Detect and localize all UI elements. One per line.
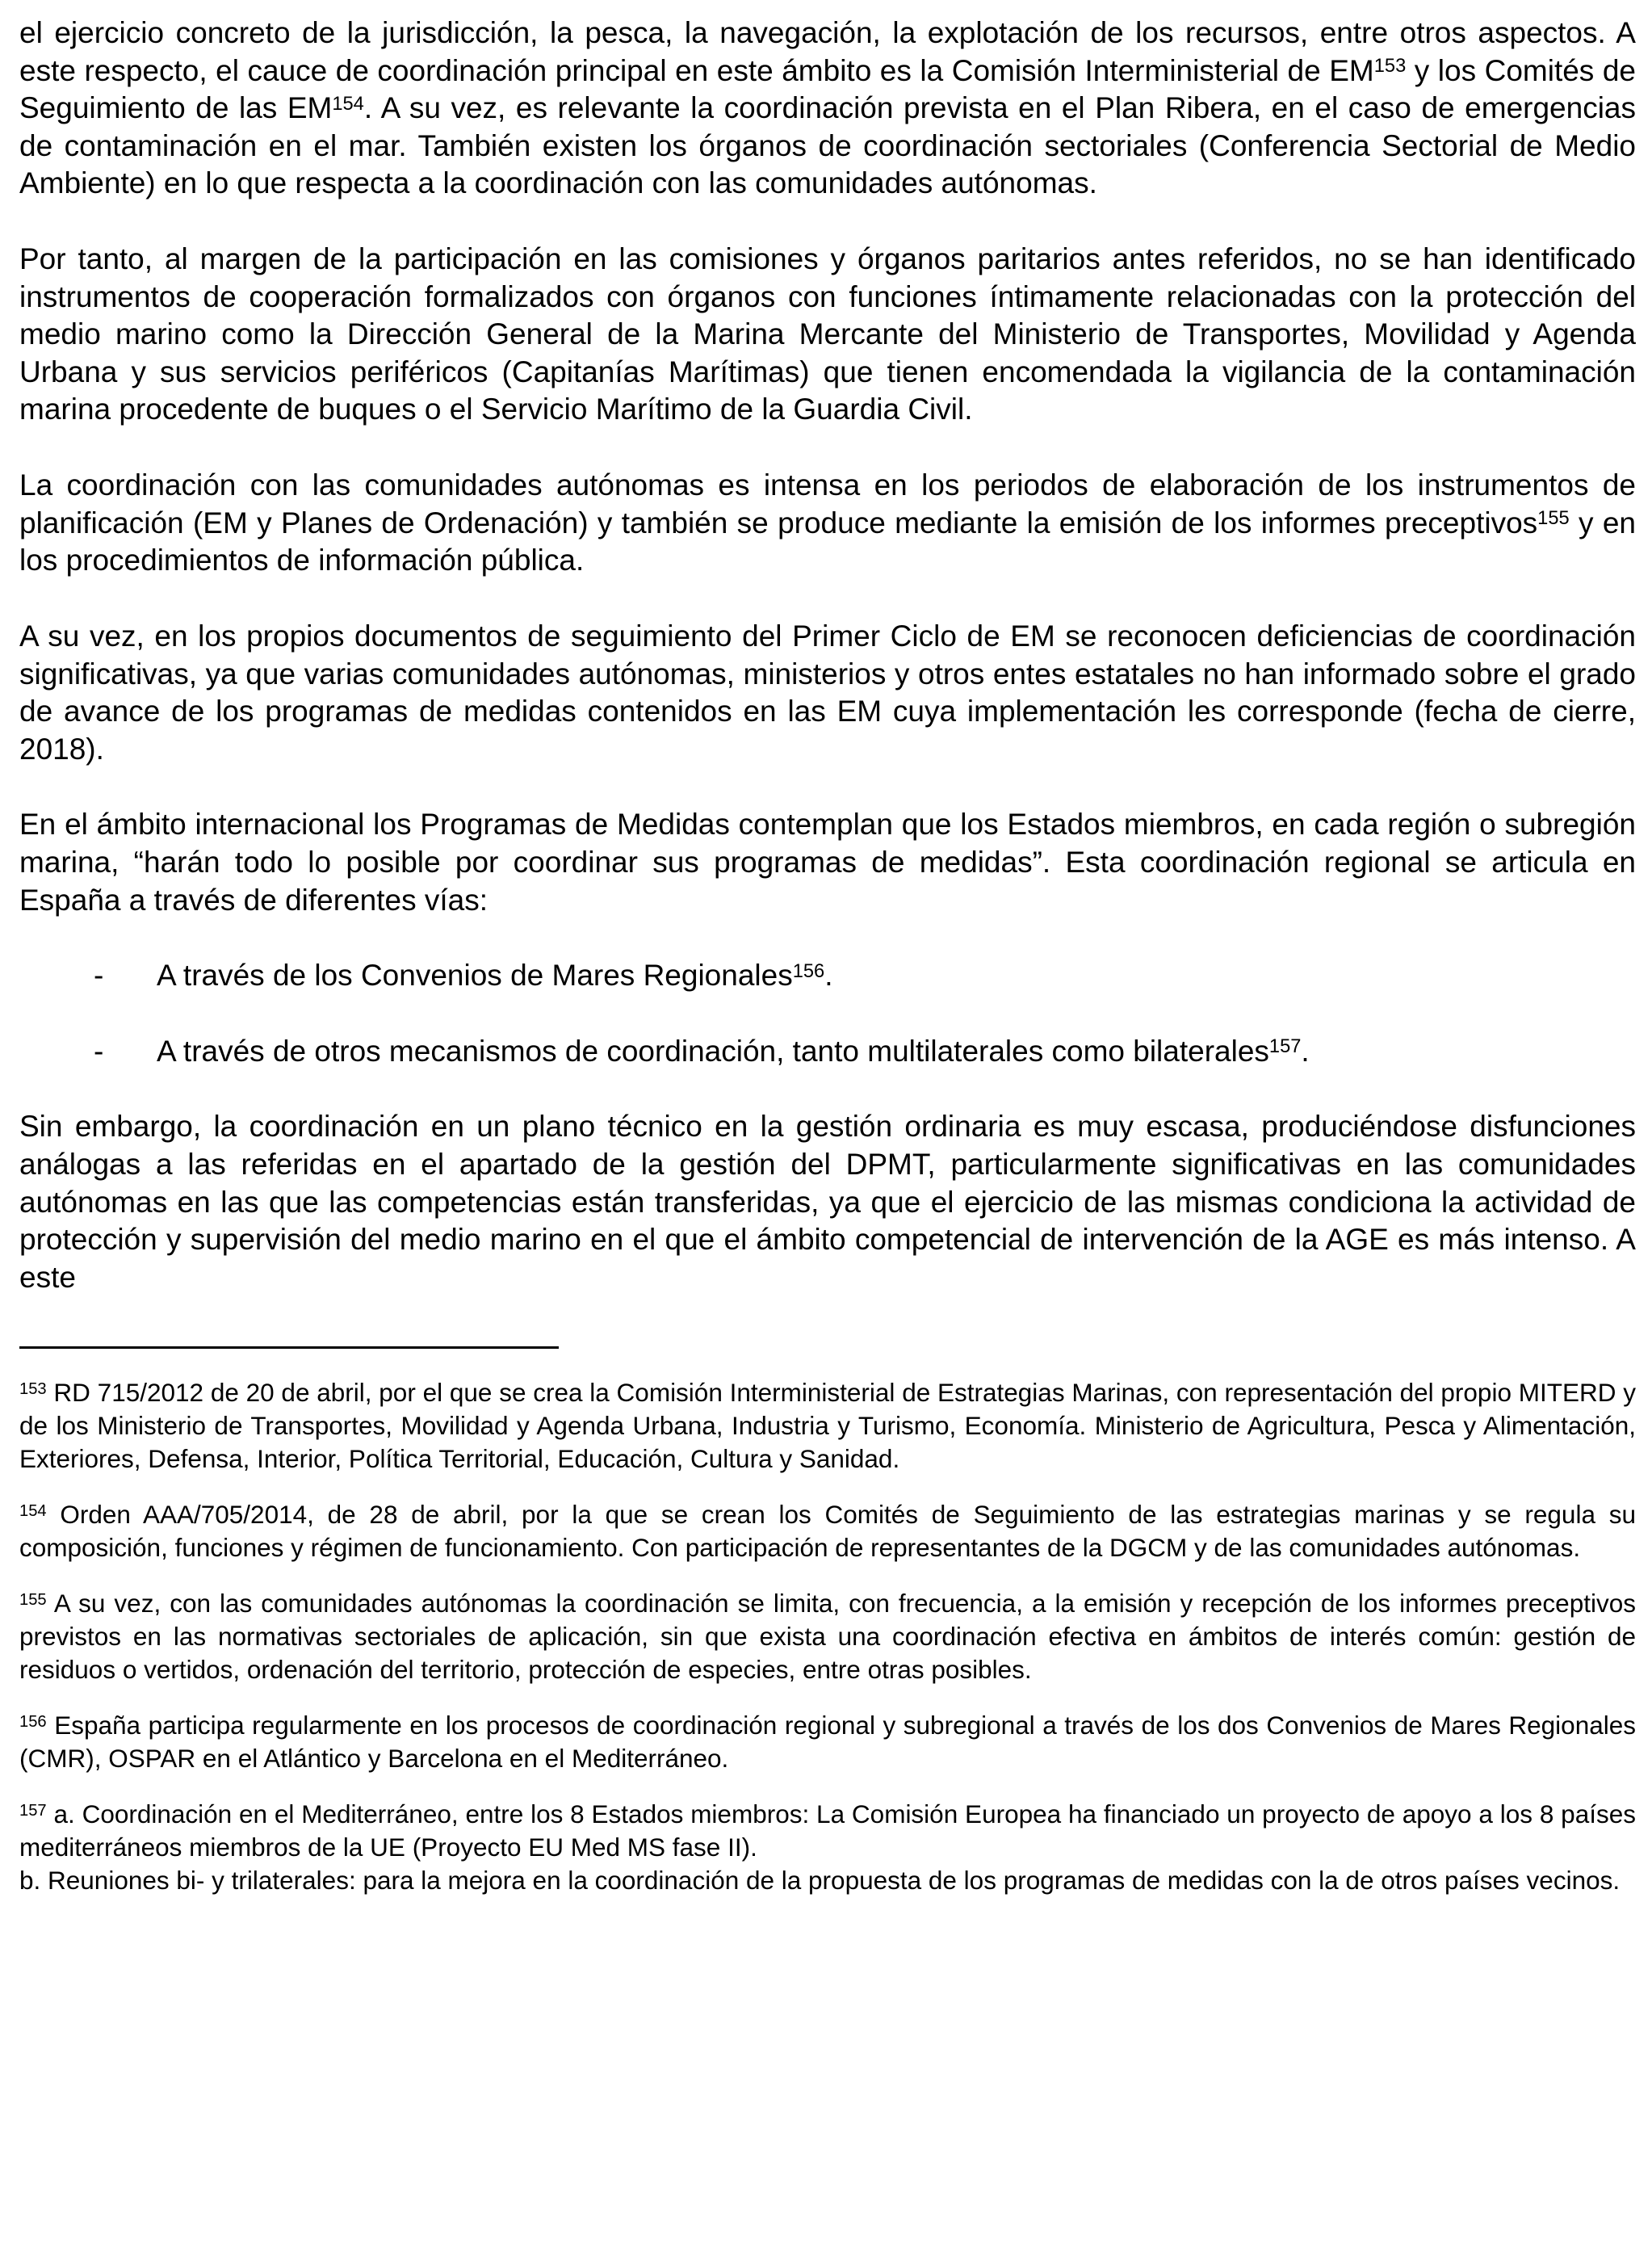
footnote-number: 154 [19,1502,47,1521]
bullet-marker: - [94,959,104,993]
paragraph: el ejercicio concreto de la jurisdicción, la pesca, la navegación, la explotación de los recursos, entre otros aspectos. A este respecto, el cauce de coordinación principal en este ámbito es la Comisión Interministerial de EM$^{153}$ y los Comités de Seguimiento de las EM$^{154}$. A su vez, es relevante la coordinación prevista en el Plan Ribera, en el caso de emergencias de contaminación en el mar. También existen los órganos de coordinación sectoriales (Conferencia Sectorial de Medio Ambiente) en lo que respecta a la coordinación con las comunidades autónomas. [19,16,1636,200]
paragraph: La coordinación con las comunidades autónomas es intensa en los periodos de elaboración de los instrumentos de planificación (EM y Planes de Ordenación) y también se produce mediante la emisión de los informes preceptivos$^{155}$ y en los procedimientos de información pública. [19,468,1636,577]
footnote-list [19,1376,1636,1896]
footnote-ref-155: 155 [1537,508,1570,530]
footnote-paragraph: $^{153}$ RD 715/2012 de 20 de abril, por el que se crea la Comisión Interministerial de Estrategias Marinas, con representación del propio MITERD y de los Ministerio de Transportes, Movilidad y Agenda Urbana, Industria y Turismo, Economía. Ministerio de Agricultura, Pesca y Alimentación, Exteriores, Defensa, Interior, Política Territorial, Educación, Cultura y Sanidad. [19,1378,1636,1474]
footnotes-section [19,1346,1636,1896]
footnote-paragraph: $^{155}$ A su vez, con las comunidades autónomas la coordinación se limita, con frecuencia, a la emisión y recepción de los informes preceptivos previstos en las normativas sectoriales de aplicación, sin que exista una coordinación efectiva en ámbitos de interés común: gestión de residuos o vertidos, ordenación del territorio, protección de especies, entre otras posibles. [19,1589,1636,1685]
footnote-paragraph: $^{156}$ España participa regularmente en los procesos de coordinación regional y subregional a través de los dos Convenios de Mares Regionales (CMR), OSPAR en el Atlántico y Barcelona en el Mediterráneo. [19,1710,1636,1773]
footnote-separator [19,1346,559,1349]
footnote-ref-153: 153 [1373,55,1407,77]
body-content [19,15,1636,1296]
footnote [19,1376,1636,1476]
bullet-item [19,957,1636,995]
bullet-marker: - [94,1034,104,1068]
footnote-paragraph: $^{154}$ Orden AAA/705/2014, de 28 de abril, por la que se crean los Comités de Seguimiento de las estrategias marinas y se regula su composición, funciones y régimen de funcionamiento. Con participación de representantes de la DGCM y de las comunidades autónomas. [19,1500,1636,1563]
footnote-number: 156 [19,1712,47,1731]
footnote-ref-157: 157 [1268,1036,1302,1058]
bullet-text: A través de otros mecanismos de coordinación, tanto multilaterales como bilaterales$^{157}$. [157,1034,1310,1068]
footnote-number: 157 [19,1801,47,1820]
footnote-paragraph: b. Reuniones bi- y trilaterales: para la mejora en la coordinación de la propuesta de los programas de medidas con la de otros países vecinos. [19,1865,1621,1895]
bullet-text: A través de los Convenios de Mares Regionales$^{156}$. [157,959,833,993]
paragraph: A su vez, en los propios documentos de seguimiento del Primer Ciclo de EM se reconocen deficiencias de coordinación significativas, ya que varias comunidades autónomas, ministerios y otros entes estatales no han informado sobre el grado de avance de los programas de medidas contenidos en las EM cuya implementación les corresponde (fecha de cierre, 2018). [19,619,1636,766]
paragraph: En el ámbito internacional los Programas de Medidas contemplan que los Estados miembros, en cada región o subregión marina, “harán todo lo posible por coordinar sus programas de medidas”. Esta coordinación regional se articula en España a través de diferentes vías: [19,808,1636,917]
footnote-ref-154: 154 [332,93,364,115]
footnote-number: 153 [19,1380,47,1399]
paragraph: Por tanto, al margen de la participación en las comisiones y órganos paritarios antes referidos, no se han identificado instrumentos de cooperación formalizados con órganos con funciones íntimamente relacionadas con la protección del medio marino como la Dirección General de la Marina Mercante del Ministerio de Transportes, Movilidad y Agenda Urbana y sus servicios periféricos (Capitanías Marítimas) que tienen encomendada la vigilancia de la contaminación marina procedente de buques o el Servicio Marítimo de la Guardia Civil. [19,242,1636,426]
footnote [19,1498,1636,1564]
bullet-item [19,1033,1636,1071]
footnote [19,1709,1636,1775]
footnote-number: 155 [19,1591,47,1610]
footnote-ref-156: 156 [792,960,825,982]
paragraph: Sin embargo, la coordinación en un plano técnico en la gestión ordinaria es muy escasa, produciéndose disfunciones análogas a las referidas en el apartado de la gestión del DPMT, particularmente significativas en las comunidades autónomas en las que las competencias están transferidas, ya que el ejercicio de las mismas condiciona la actividad de protección y supervisión del medio marino en el que el ámbito competencial de intervención de la AGE es más intenso. A este [19,1110,1636,1294]
footnote [19,1587,1636,1686]
footnote [19,1798,1636,1897]
footnote-paragraph: $^{157}$ a. Coordinación en el Mediterráneo, entre los 8 Estados miembros: La Comisión Europea ha financiado un proyecto de apoyo a los 8 países mediterráneos miembros de la UE (Proyecto EU Med MS fase II). [19,1799,1636,1862]
